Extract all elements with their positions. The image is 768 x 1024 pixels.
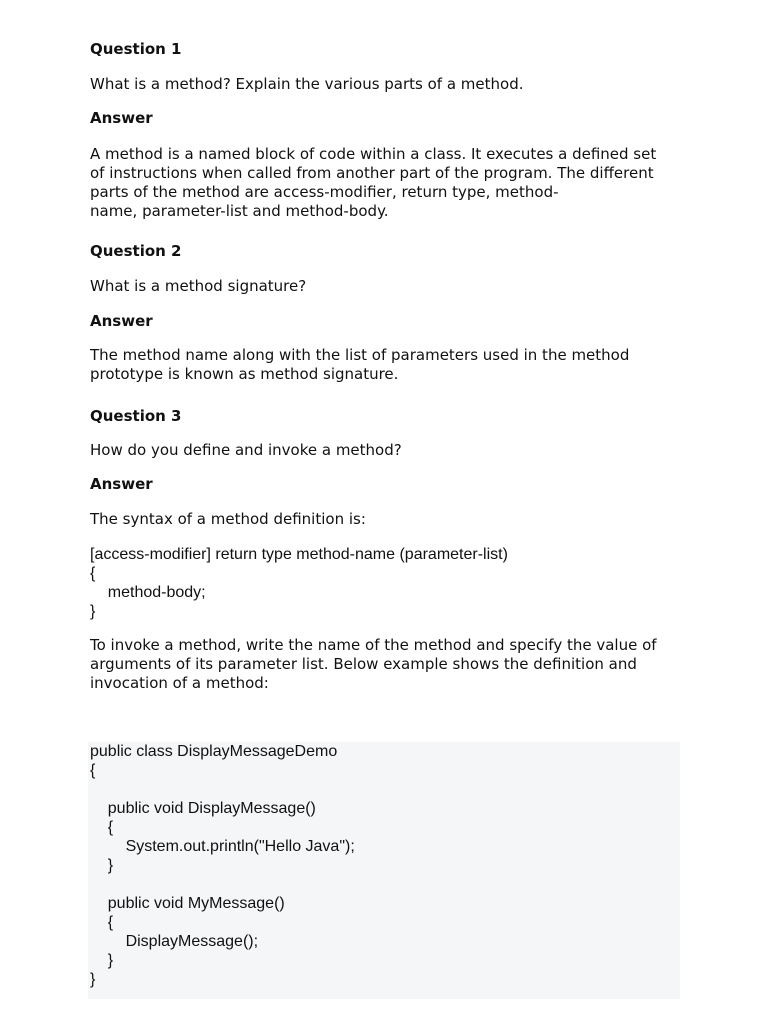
code-line: { [90, 914, 114, 931]
answer-1-line: of instructions when called from another part of the program. The different [90, 164, 654, 182]
answer-1-line: parts of the method are access-modifier, return type, method- [90, 183, 559, 201]
syntax-line: method-body; [90, 584, 206, 601]
syntax-block [90, 545, 690, 621]
code-line: { [90, 762, 96, 779]
answer-1-label: Answer [90, 109, 153, 127]
answer-2-line: The method name along with the list of parameters used in the method [90, 346, 630, 364]
invoke-line: arguments of its parameter list. Below example shows the definition and [90, 655, 637, 673]
syntax-line: } [90, 603, 96, 620]
code-line [90, 875, 680, 894]
code-line: } [90, 952, 114, 969]
code-line: } [90, 971, 96, 988]
syntax-line: { [90, 565, 96, 582]
code-line: } [90, 857, 114, 874]
syntax-intro: The syntax of a method definition is: [90, 510, 366, 528]
invoke-text [90, 636, 690, 693]
question-1-title: Question 1 [90, 40, 182, 58]
code-example [88, 742, 680, 999]
question-2-text: What is a method signature? [90, 277, 307, 295]
invoke-line: To invoke a method, write the name of the method and specify the value of [90, 636, 657, 654]
answer-1-line: A method is a named block of code within a class. It executes a defined set [90, 145, 657, 163]
answer-2-label: Answer [90, 312, 153, 330]
question-3-title: Question 3 [90, 407, 182, 425]
code-line: { [90, 819, 114, 836]
invoke-line: invocation of a method: [90, 674, 269, 692]
question-1-text: What is a method? Explain the various parts of a method. [90, 75, 524, 93]
code-line: public class DisplayMessageDemo [90, 743, 338, 760]
code-line: System.out.println("Hello Java"); [90, 838, 355, 855]
answer-2-text [90, 346, 690, 384]
code-line [90, 780, 680, 799]
code-line: public void DisplayMessage() [90, 800, 316, 817]
question-3-text: How do you define and invoke a method? [90, 441, 402, 459]
code-line: public void MyMessage() [90, 895, 285, 912]
answer-3-label: Answer [90, 475, 153, 493]
question-2-title: Question 2 [90, 242, 182, 260]
syntax-line: [access-modifier] return type method-name (parameter-list) [90, 546, 508, 563]
answer-2-line: prototype is known as method signature. [90, 365, 399, 383]
code-line: DisplayMessage(); [90, 933, 259, 950]
answer-1-line: name, parameter-list and method-body. [90, 202, 389, 220]
answer-1-text [90, 145, 690, 221]
